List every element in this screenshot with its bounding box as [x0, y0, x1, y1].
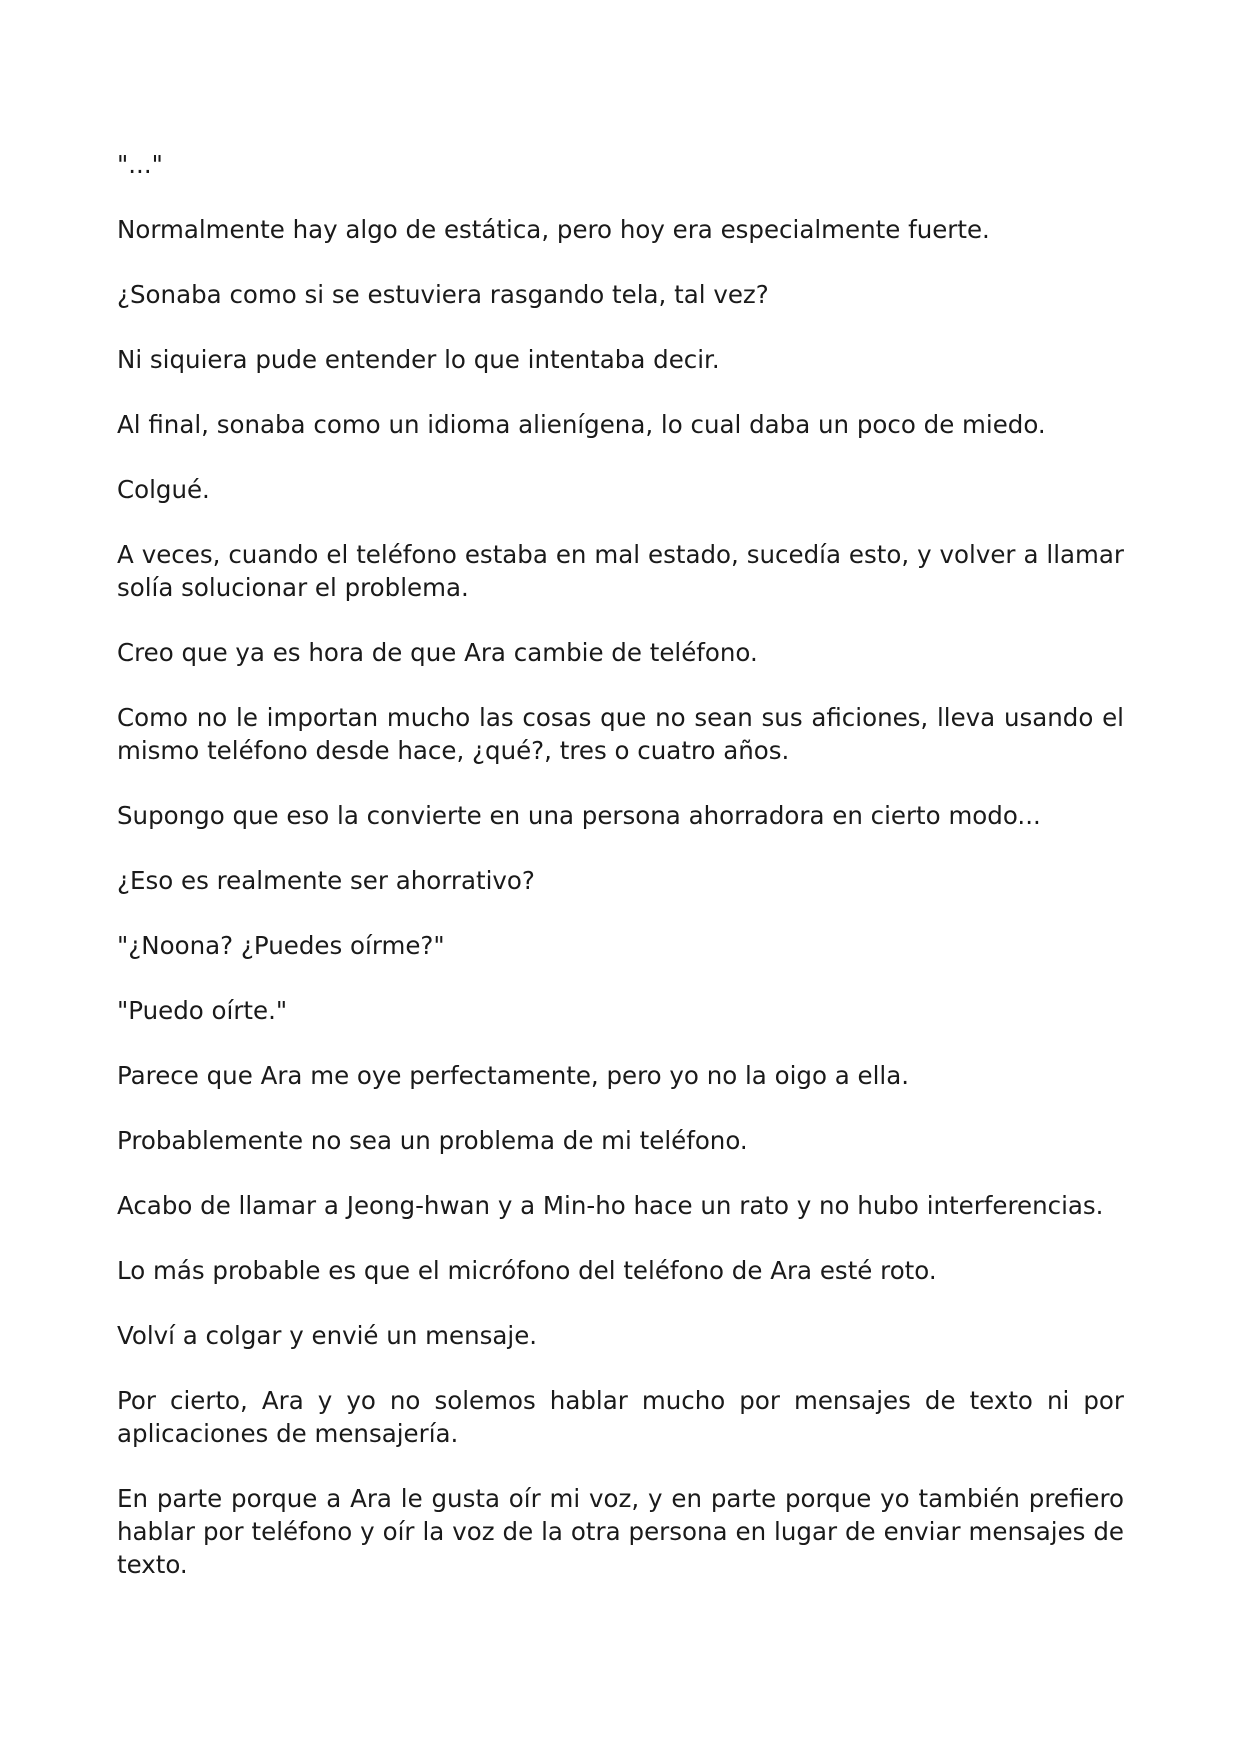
- paragraph-11: ¿Eso es realmente ser ahorrativo?: [117, 866, 535, 895]
- paragraph-9: Como no le importan mucho las cosas que no sean sus aficiones, lleva usando el mismo teléfono desde hace, ¿qué?, tres o cuatro años.: [117, 703, 1124, 765]
- paragraph-2: Normalmente hay algo de estática, pero hoy era especialmente fuerte.: [117, 215, 990, 244]
- paragraph-15: Probablemente no sea un problema de mi teléfono.: [117, 1126, 748, 1155]
- paragraph-5: Al final, sonaba como un idioma alienígena, lo cual daba un poco de miedo.: [117, 410, 1046, 439]
- paragraph-3: ¿Sonaba como si se estuviera rasgando tela, tal vez?: [117, 280, 769, 309]
- paragraph-12: "¿Noona? ¿Puedes oírme?": [117, 931, 445, 960]
- paragraph-19: Por cierto, Ara y yo no solemos hablar mucho por mensajes de texto ni por aplicaciones de mensajería.: [117, 1386, 1124, 1448]
- paragraph-6: Colgué.: [117, 475, 210, 504]
- paragraph-17: Lo más probable es que el micrófono del teléfono de Ara esté roto.: [117, 1256, 937, 1285]
- paragraph-4: Ni siquiera pude entender lo que intentaba decir.: [117, 345, 720, 374]
- paragraph-13: "Puedo oírte.": [117, 996, 288, 1025]
- paragraph-7: A veces, cuando el teléfono estaba en mal estado, sucedía esto, y volver a llamar solía solucionar el problema.: [117, 540, 1124, 602]
- paragraph-14: Parece que Ara me oye perfectamente, pero yo no la oigo a ella.: [117, 1061, 910, 1090]
- paragraph-10: Supongo que eso la convierte en una persona ahorradora en cierto modo...: [117, 801, 1041, 830]
- paragraph-18: Volví a colgar y envié un mensaje.: [117, 1321, 538, 1350]
- paragraph-1: "...": [117, 150, 163, 179]
- paragraph-16: Acabo de llamar a Jeong-hwan y a Min-ho hace un rato y no hubo interferencias.: [117, 1191, 1104, 1220]
- paragraph-8: Creo que ya es hora de que Ara cambie de teléfono.: [117, 638, 758, 667]
- paragraph-20: En parte porque a Ara le gusta oír mi voz, y en parte porque yo también prefiero hablar por teléfono y oír la voz de la otra persona en lugar de enviar mensajes de texto.: [117, 1484, 1124, 1579]
